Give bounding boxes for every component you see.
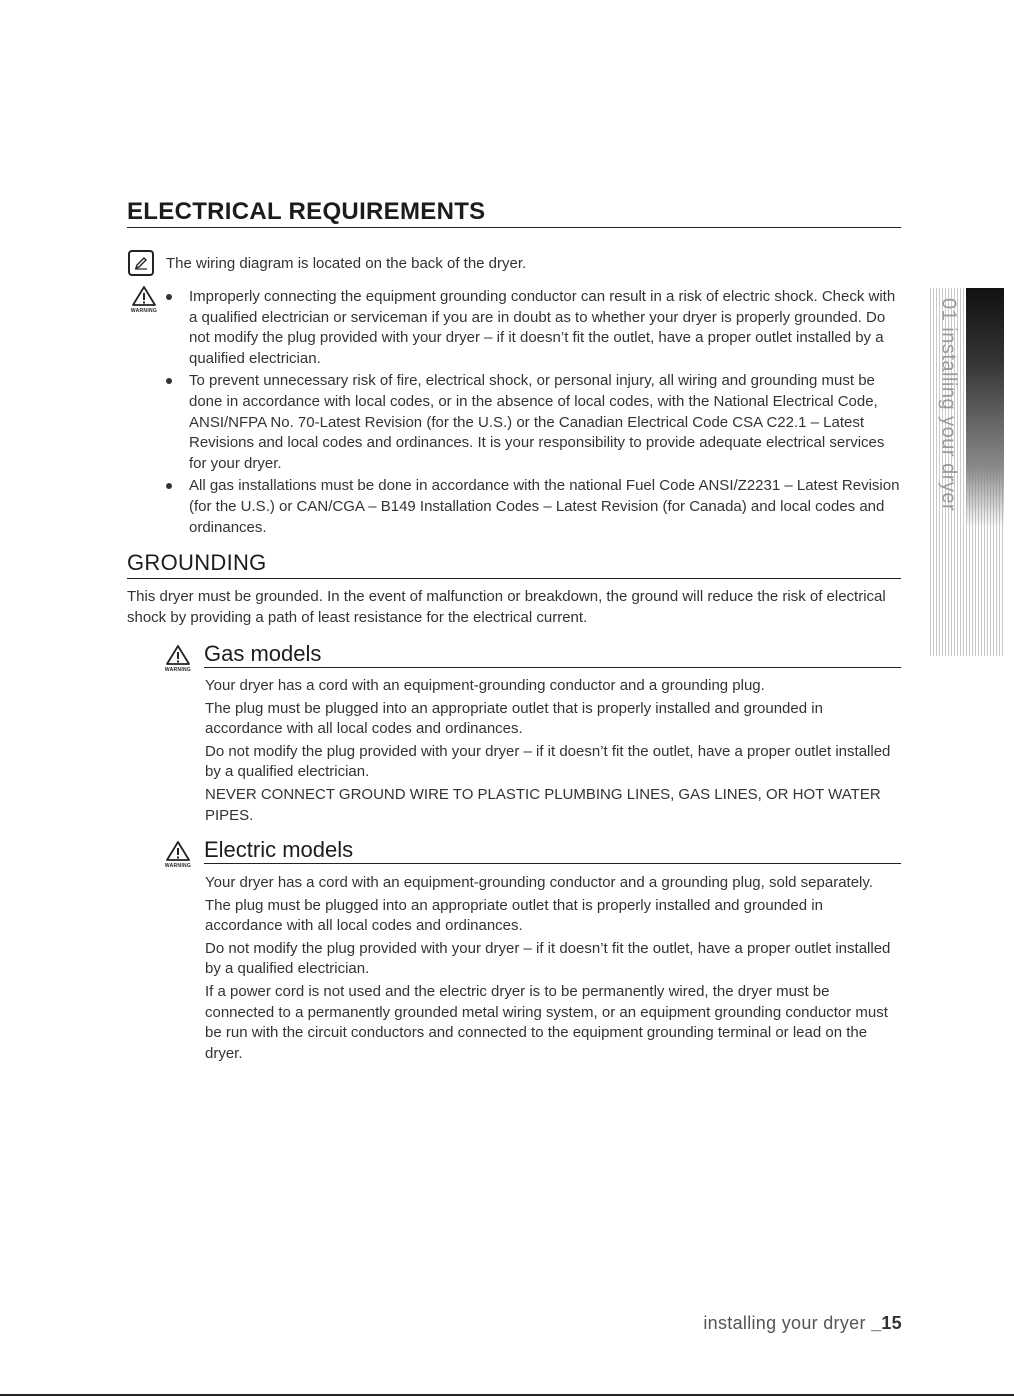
page-number: _15 [871, 1313, 902, 1333]
electrical-warning-list [162, 287, 902, 540]
paragraph: If a power cord is not used and the electric dryer is to be permanently wired, the dryer must be connected to a permanently grounded metal wiring system, or an equipment grounding conductor must be run with the circuit conductors and connected to the equipment grounding terminal or lead on the dryer. [205, 982, 888, 1062]
note-pencil-icon [128, 250, 154, 276]
warning-label: WARNING [164, 667, 192, 673]
wiring-note-text: The wiring diagram is located on the back of the dryer. [166, 254, 527, 272]
warning-icon [124, 285, 164, 314]
paragraph: The plug must be plugged into an appropriate outlet that is properly installed and grounded in accordance with all local codes and ordinances. [205, 896, 823, 935]
electrical-requirements-header [127, 200, 901, 228]
wiring-note [128, 249, 526, 277]
side-tab-dark-block [966, 288, 1004, 528]
paragraph: NEVER CONNECT GROUND WIRE TO PLASTIC PLUMBING LINES, GAS LINES, OR HOT WATER PIPES. [205, 785, 881, 824]
list-item: To prevent unnecessary risk of fire, electrical shock, or personal injury, all wiring and grounding must be done in accordance with local codes, or in the absence of local codes, with the National Electrical Code, ANSI/NFPA No. 70-Latest Revision (for the U.S.) or the Canadian Electrical Code CSA C22.1 – Latest Revisions and local codes and ordinances. It is your responsibility to provide adequate electrical services for your dryer. [162, 371, 902, 474]
paragraph: The plug must be plugged into an appropriate outlet that is properly installed and grounded in accordance with all local codes and ordinances. [205, 699, 823, 738]
electrical-requirements-heading: ELECTRICAL REQUIREMENTS [127, 198, 486, 225]
footer-section-title: installing your dryer [703, 1313, 866, 1333]
paragraph: Do not modify the plug provided with your dryer – if it doesn’t fit the outlet, have a proper outlet installed by a qualified electrician. [205, 742, 891, 781]
gas-models-body [205, 676, 900, 828]
grounding-intro: This dryer must be grounded. In the event of malfunction or breakdown, the ground will reduce the risk of electrical shock by providing a path of least resistance for the electrical current. [127, 588, 886, 626]
paragraph: Your dryer has a cord with an equipment-grounding conductor and a grounding plug. [205, 677, 765, 694]
paragraph: Your dryer has a cord with an equipment-grounding conductor and a grounding plug, sold separately. [205, 874, 873, 891]
gas-models-header [204, 643, 901, 668]
paragraph: Do not modify the plug provided with your dryer – if it doesn’t fit the outlet, have a proper outlet installed by a qualified electrician. [205, 939, 891, 978]
warning-label: WARNING [130, 308, 158, 314]
page-footer [703, 1313, 902, 1334]
warning-label: WARNING [164, 863, 192, 869]
grounding-header [127, 552, 901, 579]
grounding-heading: GROUNDING [127, 550, 267, 575]
electric-models-header [204, 839, 901, 864]
gas-models-heading: Gas models [204, 641, 322, 666]
list-item: All gas installations must be done in accordance with the national Fuel Code ANSI/Z2231 – Latest Revision (for the U.S.) or CAN/CGA – B149 Installation Codes – Latest Revision (for Canada) and local codes and ordinances. [162, 476, 902, 538]
warning-icon [158, 644, 198, 673]
electric-models-body [205, 873, 900, 1066]
electric-models-heading: Electric models [204, 837, 354, 862]
warning-icon [158, 840, 198, 869]
list-item: Improperly connecting the equipment grounding conductor can result in a risk of electric shock. Check with a qualified electrician or serviceman if you are in doubt as to whether your dryer is properly grounded. Do not modify the plug provided with your dryer – if it doesn’t fit the outlet, have a proper outlet installed by a qualified electrician. [162, 287, 902, 369]
chapter-side-tab [930, 288, 1004, 656]
bottom-rule [0, 1394, 1014, 1396]
side-tab-label: 01 installing your dryer [937, 298, 960, 512]
